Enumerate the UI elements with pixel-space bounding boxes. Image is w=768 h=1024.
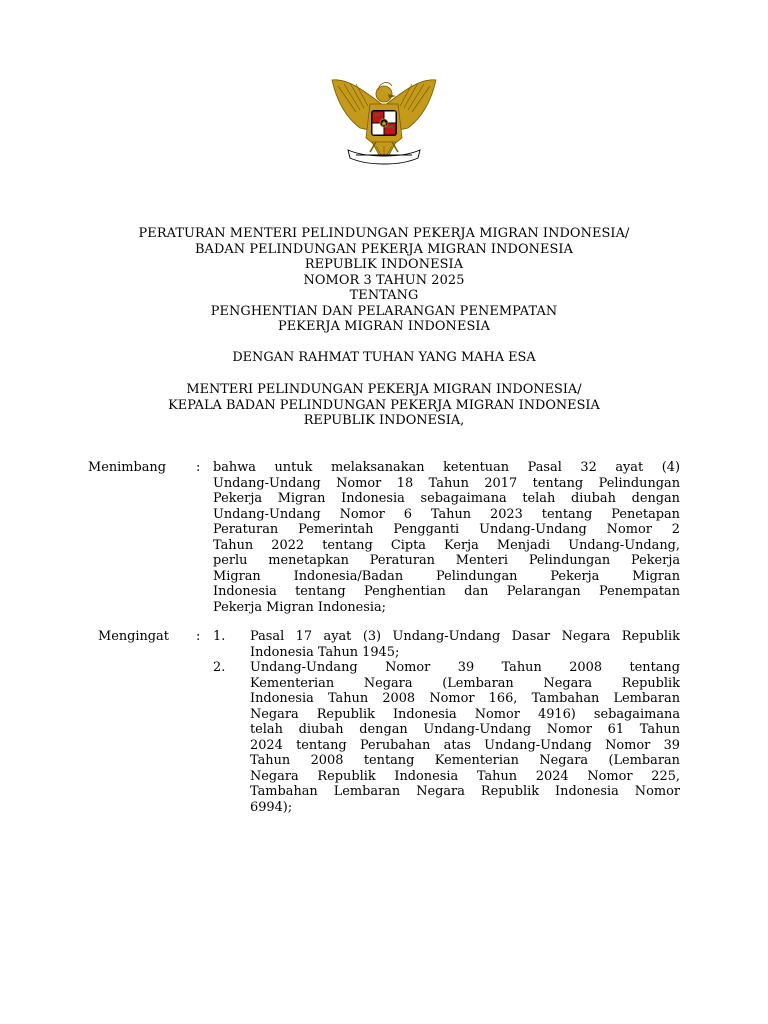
official-line: KEPALA BADAN PELINDUNGAN PEKERJA MIGRAN INDONESIA [168,397,600,413]
title-line: PERATURAN MENTERI PELINDUNGAN PEKERJA MIGRAN INDONESIA/ [138,226,630,241]
text-line: perlu menetapkan Peraturan Menteri Pelindungan Pekerja [213,553,680,568]
official-line: REPUBLIK INDONESIA, [303,413,465,428]
menimbang-label: Menimbang [88,460,166,475]
text-line: 6994); [250,799,293,815]
regulation-title-block [60,226,708,335]
title-line: NOMOR 3 TAHUN 2025 [303,272,465,288]
text-line: Undang-Undang Nomor 6 Tahun 2023 tentang Penetapan [213,506,680,522]
menimbang-text [213,460,680,615]
title-line: PEKERJA MIGRAN INDONESIA [278,319,490,334]
section-colon: : [196,460,201,475]
text-line: Pasal 17 ayat (3) Undang-Undang Dasar Negara Republik [250,629,680,644]
item-text [250,629,680,660]
item-number: 2. [213,660,226,675]
text-line: Tambahan Lembaran Negara Republik Indonesia Nomor [250,784,680,799]
official-line: MENTERI PELINDUNGAN PEKERJA MIGRAN INDONESIA/ [186,382,582,397]
title-line: PENGHENTIAN DAN PELARANGAN PENEMPATAN [210,303,558,319]
text-line: Tahun 2008 tentang Kementerian Negara (Lembaran [250,753,680,768]
text-line: Pekerja Migran Indonesia; [213,599,387,615]
title-line: REPUBLIK INDONESIA [304,257,464,272]
section-colon: : [196,629,201,644]
text-line: Negara Republik Indonesia Tahun 2024 Nomor 225, [250,768,680,784]
text-line: Migran Indonesia/Badan Pelindungan Pekerja Migran [213,568,680,584]
text-line: bahwa untuk melaksanakan ketentuan Pasal 32 ayat (4) [213,460,680,475]
text-line: 2024 tentang Perubahan atas Undang-Undang Nomor 39 [250,737,680,753]
text-line: Pekerja Migran Indonesia sebagaimana telah diubah dengan [213,491,680,506]
title-line: BADAN PELINDUNGAN PEKERJA MIGRAN INDONESIA [194,241,574,257]
text-line: Tahun 2022 tentang Cipta Kerja Menjadi Undang-Undang, [213,537,680,553]
mengingat-label: Mengingat [98,629,169,644]
invocation-line: DENGAN RAHMAT TUHAN YANG MAHA ESA [232,350,536,365]
garuda-emblem-icon [326,72,442,176]
text-line: Kementerian Negara (Lembaran Negara Republik [250,675,680,691]
text-line: Indonesia Tahun 2008 Nomor 166, Tambahan Lembaran [250,691,680,706]
text-line: Undang-Undang Nomor 39 Tahun 2008 tentang [250,660,680,675]
text-line: Peraturan Pemerintah Pengganti Undang-Undang Nomor 2 [213,522,680,537]
text-line: telah diubah dengan Undang-Undang Nomor 61 Tahun [250,722,680,737]
item-text [250,660,680,815]
title-line: TENTANG [349,288,419,303]
text-line: Indonesia Tahun 1945; [250,644,400,660]
text-line: Indonesia tentang Penghentian dan Pelarangan Penempatan [213,584,680,599]
text-line: Undang-Undang Nomor 18 Tahun 2017 tentang Pelindungan [213,475,680,491]
item-number: 1. [213,629,226,644]
text-line: Negara Republik Indonesia Nomor 4916) sebagaimana [250,706,680,722]
